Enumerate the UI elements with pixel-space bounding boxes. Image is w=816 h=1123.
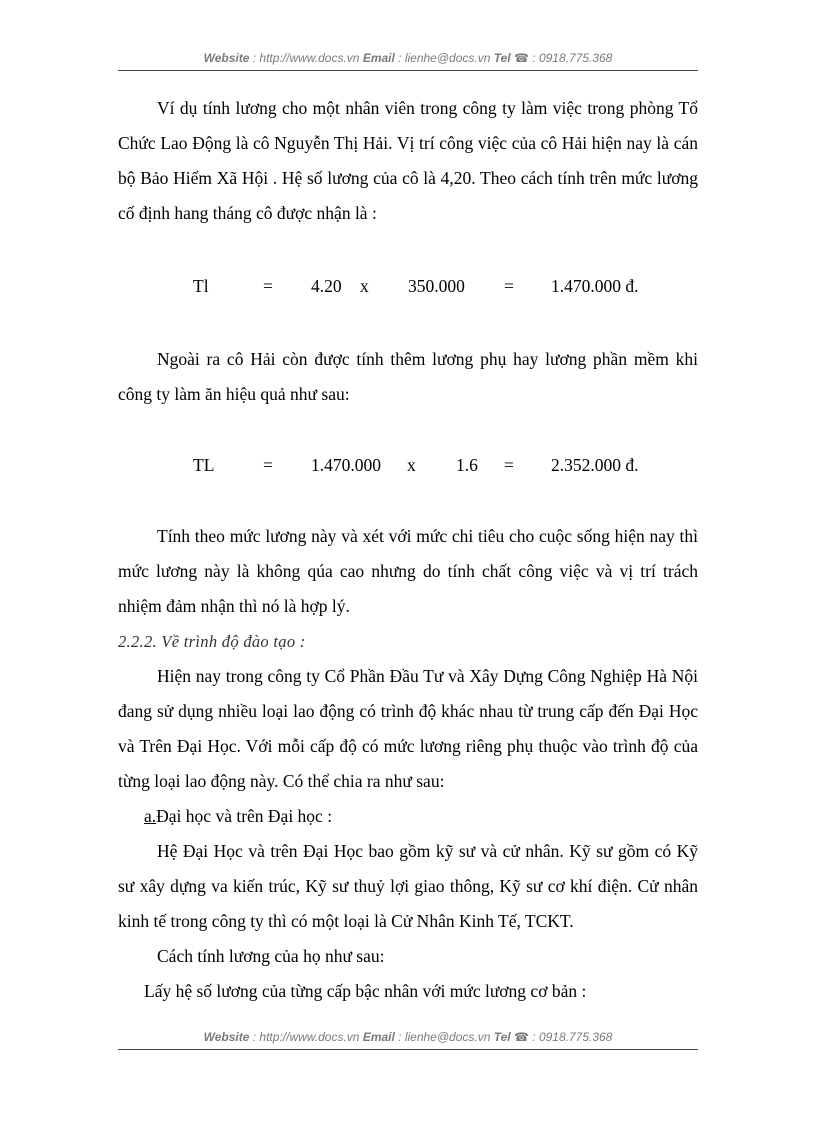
eq1-multiply: x [360,276,369,296]
footer-tel-value: : 0918.775.368 [528,1030,613,1044]
eq1-lhs: Tl [193,276,209,296]
paragraph-engineers: Hệ Đại Học và trên Đại Học bao gồm kỹ sư và cử nhân. Kỹ sư gồm có Kỹ sư xây dựng va kiến trúc, Kỹ sư thuỷ lợi giao thông, Kỹ sư cơ khí điện. Cử nhân kinh tế trong công ty thì có một loại là Cử Nhân Kinh Tế, TCKT. [118,841,698,931]
phone-icon: ☎ [513,1030,529,1044]
eq1-result: 1.470.000 đ. [551,276,639,296]
footer-tel-label: Tel [493,1030,511,1044]
header-tel-value: : 0918.775.368 [528,51,613,65]
eq2-equals-2: = [504,455,514,475]
header-website-label: Website [203,51,250,65]
header-rule [118,70,698,71]
eq2-result: 2.352.000 đ. [551,455,639,475]
document-body [118,91,698,1009]
subheading-marker: a. [144,806,157,826]
eq2-equals-1: = [263,455,273,475]
equation-total-salary [118,448,698,483]
eq1-coefficient: 4.20 [311,276,342,296]
eq2-lhs: TL [193,455,215,475]
paragraph-extra-salary: Ngoài ra cô Hải còn được tính thêm lương phụ hay lương phần mềm khi công ty làm ăn hiệu quả như sau: [118,349,698,404]
footer-email-value: : lienhe@docs.vn [394,1030,494,1044]
footer-website-value: : http://www.docs.vn [249,1030,363,1044]
eq2-base: 1.470.000 [311,455,381,475]
eq2-multiply: x [407,455,416,475]
paragraph-salary-example: Ví dụ tính lương cho một nhân viên trong công ty làm việc trong phòng Tổ Chức Lao Động là cô Nguyễn Thị Hải. Vị trí công việc của cô Hải hiện nay là cán bộ Bảo Hiểm Xã Hội . Hệ số lương của cô là 4,20. Theo cách tính trên mức lương cố định hang tháng cô được nhận là : [118,98,698,223]
paragraph-assessment: Tính theo mức lương này và xét với mức chi tiêu cho cuộc sống hiện nay thì mức lương này là không qúa cao nhưng do tính chất công việc và vị trí trách nhiệm đảm nhận thì nó là hợp lý. [118,526,698,616]
header-website-value: : http://www.docs.vn [249,51,363,65]
header-email-label: Email [362,51,395,65]
footer-website-label: Website [203,1030,250,1044]
header-tel-label: Tel [493,51,511,65]
page-header [118,51,698,65]
footer-email-label: Email [362,1030,395,1044]
subheading-text: Đại học và trên Đại học : [156,806,333,826]
eq1-base: 350.000 [408,276,465,296]
eq2-factor: 1.6 [456,455,478,475]
paragraph-training-levels: Hiện nay trong công ty Cổ Phần Đầu Tư và Xây Dựng Công Nghiệp Hà Nội đang sử dụng nhiều loại lao động có trình độ khác nhau từ trung cấp đến Đại Học và Trên Đại Học. Với mỗi cấp độ có mức lương riêng phụ thuộc vào trình độ của từng loại lao động này. Có thể chia ra như sau: [118,666,698,791]
footer-rule [118,1049,698,1050]
paragraph-calculation-rule: Lấy hệ số lương của từng cấp bậc nhân với mức lương cơ bản : [144,981,587,1001]
paragraph-calculation-intro: Cách tính lương của họ như sau: [157,946,385,966]
eq1-equals-2: = [504,276,514,296]
header-email-value: : lienhe@docs.vn [394,51,494,65]
equation-base-salary [118,269,698,304]
subheading-university [118,799,698,834]
phone-icon: ☎ [513,51,529,65]
page-footer [118,1030,698,1044]
section-heading: 2.2.2. Về trình độ đào tạo : [118,632,306,651]
eq1-equals-1: = [263,276,273,296]
